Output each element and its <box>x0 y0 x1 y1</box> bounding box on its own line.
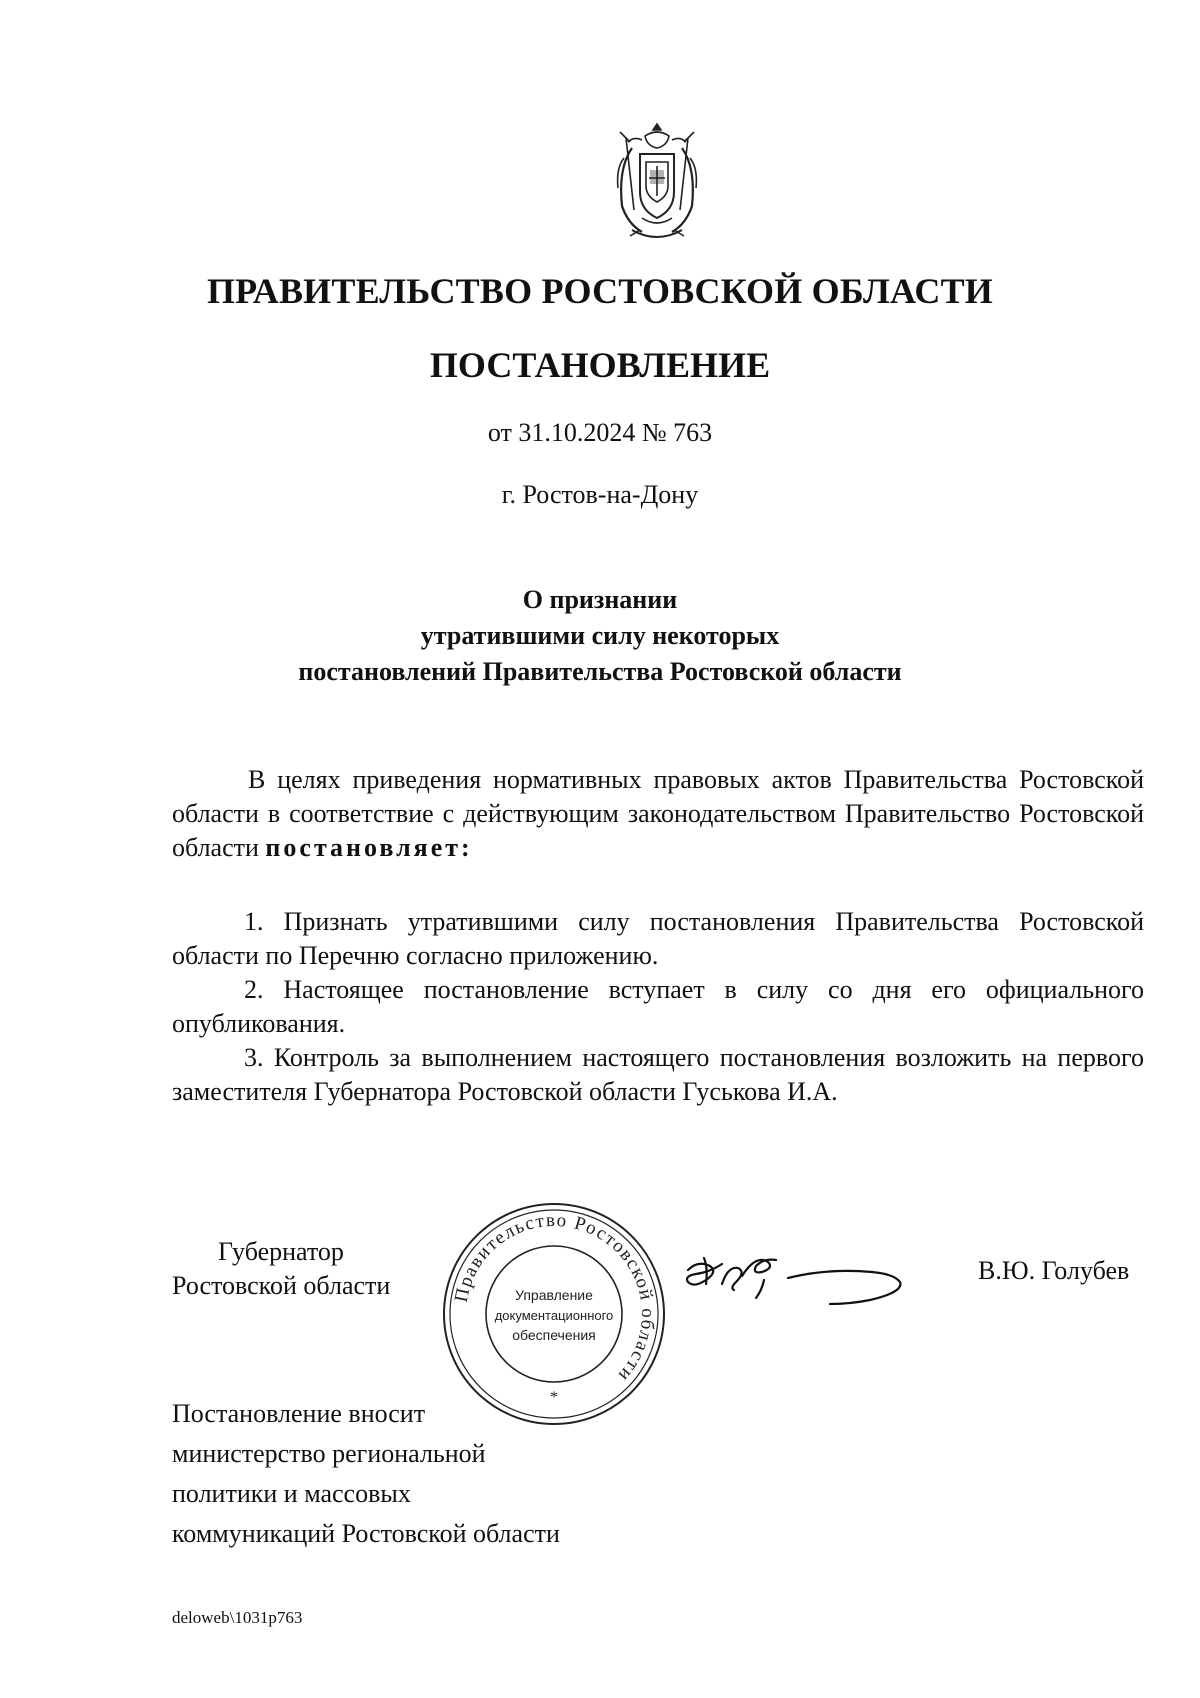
preamble-text: В целях приведения нормативных правовых актов Правительства Ростовской области в соответствие с действующим законодательством Правительство Ростовской области <box>172 765 1144 862</box>
organization-title: ПРАВИТЕЛЬСТВО РОСТОВСКОЙ ОБЛАСТИ <box>206 271 994 311</box>
coat-of-arms-icon <box>602 118 712 248</box>
document-city: г. Ростов-на-Дону <box>501 480 699 509</box>
submitter-line: коммуникаций Ростовской области <box>172 1519 560 1548</box>
signatory-title-line: Губернатор <box>218 1237 344 1266</box>
svg-text:*: * <box>550 1389 558 1406</box>
submitter-line: Постановление вносит <box>172 1399 426 1428</box>
decree-item: 1. Признать утратившими силу постановления Правительства Ростовской области по Перечню согласно приложению. <box>172 907 1144 970</box>
decree-word: постановляет: <box>265 833 473 862</box>
seal-inner-line: Управление <box>515 1287 593 1303</box>
document-subject <box>0 582 1200 690</box>
document-date-number: от 31.10.2024 № 763 <box>487 418 713 447</box>
subject-line: постановлений Правительства Ростовской области <box>298 657 902 686</box>
seal-inner-line: обеспечения <box>512 1327 596 1343</box>
submitter-line: политики и массовых <box>172 1479 411 1508</box>
subject-line: утратившими силу некоторых <box>420 621 780 650</box>
decree-item: 3. Контроль за выполнением настоящего постановления возложить на первого заместителя Губернатора Ростовской области Гуськова И.А. <box>172 1043 1144 1106</box>
document-type-title: ПОСТАНОВЛЕНИЕ <box>429 345 771 385</box>
seal-inner-line: документационного <box>494 1308 614 1323</box>
decree-item: 2. Настоящее постановление вступает в силу со дня его официального опубликования. <box>172 975 1144 1038</box>
file-reference: deloweb\1031p763 <box>172 1608 303 1627</box>
handwritten-signature-icon <box>682 1240 932 1320</box>
signer-name: В.Ю. Голубев <box>978 1256 1130 1285</box>
submitter-line: министерство региональной <box>172 1439 486 1468</box>
preamble-paragraph <box>172 763 1144 865</box>
seal-outer-text: Правительство Ростовской области <box>450 1209 659 1387</box>
signatory-title-line: Ростовской области <box>172 1271 391 1300</box>
decree-items <box>172 905 1144 1109</box>
submitter-note <box>172 1394 560 1554</box>
subject-line: О признании <box>522 585 678 614</box>
signatory-title <box>172 1235 390 1303</box>
preamble <box>172 763 1144 865</box>
